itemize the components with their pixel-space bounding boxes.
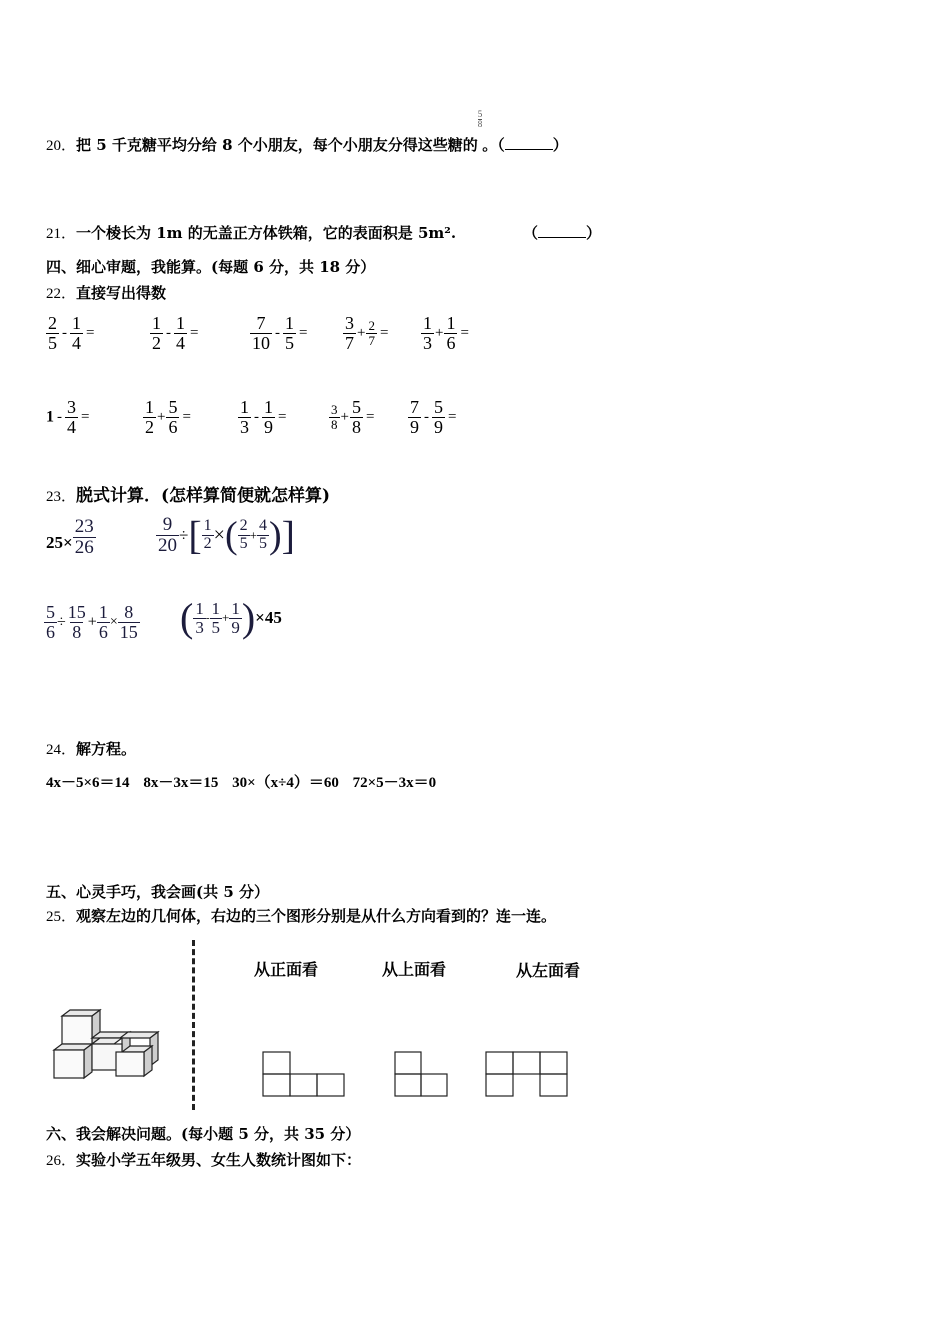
question-21 — [46, 222, 456, 243]
oral-calc-6 — [46, 398, 92, 437]
operator: + — [87, 613, 97, 631]
section-4-title: 四、细心审题，我能算。(每题 6 分，共 18 分） — [46, 258, 376, 276]
denominator: 3 — [195, 617, 204, 637]
denominator: 2 — [152, 332, 161, 353]
oral-calc-10 — [408, 398, 459, 437]
fraction — [66, 603, 88, 642]
denominator: 3 — [240, 416, 249, 437]
oral-calc-4 — [343, 314, 391, 353]
fraction — [143, 398, 156, 437]
equals: = — [299, 324, 308, 341]
operator: × — [213, 523, 225, 546]
numerator: 5 — [168, 397, 178, 417]
question-text: 观察左边的几何体，右边的三个图形分别是从什么方向看到的？连一连。 — [76, 907, 557, 925]
operator: ÷ — [57, 613, 66, 631]
denominator: 2 — [145, 416, 154, 437]
bracket-close: ] — [281, 512, 295, 558]
numerator: 1 — [152, 313, 161, 333]
equals: = — [448, 408, 457, 425]
operator: + — [357, 324, 366, 341]
denominator: 5 — [48, 332, 57, 353]
paren-close: ) — [268, 514, 282, 557]
view-shape-2 — [394, 1051, 450, 1097]
fraction — [118, 603, 140, 642]
numerator: 2 — [368, 318, 375, 334]
view-label-top: 从上面看 — [382, 960, 447, 979]
numerator: 1 — [176, 313, 185, 333]
question-number: 20． — [46, 138, 77, 154]
denominator: 5 — [258, 534, 267, 552]
equals: = — [460, 324, 469, 341]
denominator: 4 — [176, 332, 185, 353]
view-shape-1 — [262, 1051, 346, 1097]
fraction — [350, 398, 363, 437]
step-calc-1 — [46, 517, 96, 558]
paren-open: ( — [224, 514, 238, 557]
equations-row — [46, 771, 436, 792]
denominator: 5 — [285, 332, 294, 353]
step-calc-2 — [156, 512, 295, 558]
numerator: 2 — [239, 517, 248, 535]
fraction — [250, 314, 272, 353]
denominator: 26 — [74, 536, 94, 558]
question-number: 26． — [46, 1153, 77, 1169]
oral-calc-7 — [143, 398, 194, 437]
operator: + — [157, 408, 166, 425]
denominator: 5 — [211, 617, 220, 637]
denominator: 5 — [239, 534, 248, 552]
fraction — [432, 398, 445, 437]
bracket-open: [ — [188, 512, 202, 558]
step-calc-4 — [180, 595, 282, 640]
oral-calc-5 — [421, 314, 472, 353]
question-number: 24． — [46, 742, 77, 758]
numerator: 1 — [211, 598, 220, 618]
fraction — [329, 403, 340, 431]
fraction — [193, 600, 206, 637]
numerator: 3 — [67, 397, 76, 417]
numerator: 9 — [162, 514, 173, 535]
equals: = — [379, 324, 389, 341]
denominator: 4 — [67, 416, 76, 437]
operator: - — [57, 408, 62, 425]
numerator: 1 — [72, 313, 81, 333]
numerator: 3 — [345, 313, 354, 333]
denominator: 8 — [351, 416, 361, 437]
fraction — [73, 517, 96, 558]
fraction — [343, 314, 356, 353]
fraction — [70, 314, 83, 353]
denominator: 8 — [72, 621, 82, 642]
numerator: 1 — [285, 313, 294, 333]
view-shape-3 — [485, 1051, 569, 1097]
denominator: 9 — [410, 416, 419, 437]
paren-close: ） — [586, 224, 602, 242]
question-22 — [46, 282, 166, 303]
question-text-tail: 。（ — [482, 136, 505, 154]
section-6-title: 六、我会解决问题。(每小题 5 分，共 35 分） — [46, 1125, 361, 1143]
answer-bracket — [523, 222, 601, 243]
equals: = — [365, 408, 375, 425]
numerator: 1 — [231, 598, 240, 618]
paren-open: （ — [523, 224, 539, 242]
step-calc-3 — [44, 603, 140, 642]
numerator: 4 — [258, 517, 267, 535]
equation: 4x－5×6＝14 — [46, 775, 130, 791]
question-text: 一个棱长为 1m 的无盖正方体铁箱，它的表面积是 5m². — [76, 224, 457, 242]
denominator: 7 — [345, 332, 354, 353]
equation: 72×5－3x＝0 — [352, 775, 437, 791]
fraction — [156, 515, 179, 556]
numerator: 2 — [48, 313, 57, 333]
fraction — [65, 398, 78, 437]
operator: × — [109, 614, 118, 630]
fraction — [174, 314, 187, 353]
numerator: 3 — [331, 402, 338, 418]
oral-calc-2 — [150, 314, 201, 353]
section-5-title: 五、心灵手巧，我会画(共 5 分） — [46, 883, 269, 901]
cube-solid-figure — [48, 1008, 168, 1080]
numerator: 5 — [351, 397, 361, 417]
denominator: 9 — [231, 617, 240, 637]
fraction — [44, 603, 57, 642]
fraction — [46, 314, 59, 353]
denominator: 4 — [72, 332, 81, 353]
fraction — [283, 314, 296, 353]
denominator: 7 — [368, 332, 375, 348]
numerator: 1 — [264, 397, 273, 417]
operator: ÷ — [179, 525, 189, 545]
question-number: 22． — [46, 286, 77, 302]
question-26 — [46, 1149, 361, 1170]
equals: = — [182, 408, 191, 425]
question-text: 直接写出得数 — [76, 284, 167, 302]
operator: - — [275, 324, 280, 341]
equals: = — [190, 324, 199, 341]
equation: 8x－3x＝15 — [143, 775, 219, 791]
paren-open: ( — [180, 595, 194, 640]
operator: - — [254, 408, 259, 425]
fraction — [210, 600, 223, 637]
numerator: 1 — [145, 397, 154, 417]
denominator: 2 — [203, 534, 212, 552]
paren-close: ) — [241, 595, 256, 640]
multiplier: 25× — [46, 533, 73, 553]
denominator: 10 — [252, 332, 270, 353]
equals: = — [81, 408, 90, 425]
denominator: 6 — [446, 332, 456, 353]
fraction — [257, 518, 269, 553]
question-text: 实验小学五年级男、女生人数统计图如下： — [76, 1151, 362, 1169]
operator: + — [435, 324, 444, 341]
fraction — [166, 398, 179, 437]
oral-calc-3 — [250, 314, 310, 353]
numerator: 5 — [434, 397, 443, 417]
numerator: 1 — [98, 602, 108, 622]
numerator: 23 — [74, 516, 94, 537]
operator: - — [62, 324, 67, 341]
numerator: 1 — [446, 313, 456, 333]
fraction — [262, 398, 275, 437]
oral-calc-1 — [46, 314, 97, 353]
denominator: 15 — [119, 621, 138, 642]
paren-close: ） — [552, 136, 568, 154]
question-text: 把 5 千克糖平均分给 8 个小朋友，每个小朋友分得这些糖的 — [76, 136, 478, 154]
fraction — [444, 314, 457, 353]
fraction — [229, 600, 242, 637]
operator: + — [222, 610, 230, 625]
question-number: 21． — [46, 226, 77, 242]
whole-number: 1 — [46, 408, 54, 426]
operator: - — [166, 324, 171, 341]
numerator: 7 — [256, 313, 266, 333]
fraction — [202, 518, 214, 553]
question-25 — [46, 905, 556, 926]
numerator: 7 — [410, 397, 419, 417]
numerator: 8 — [124, 602, 134, 622]
denominator: 3 — [423, 332, 432, 353]
question-number: 23． — [46, 489, 77, 505]
numerator: 1 — [240, 397, 249, 417]
numerator: 1 — [203, 517, 212, 535]
question-number: 25． — [46, 909, 77, 925]
fraction — [408, 398, 421, 437]
operator: + — [249, 527, 257, 543]
fraction — [366, 319, 377, 347]
view-label-left: 从左面看 — [516, 961, 581, 980]
fraction — [97, 603, 110, 642]
numerator: 5 — [46, 602, 55, 622]
denominator: 20 — [158, 534, 177, 556]
question-text: 脱式计算．(怎样算简便就怎样算) — [76, 486, 331, 506]
multiplier: ×45 — [255, 608, 282, 627]
denominator: 9 — [264, 416, 273, 437]
answer-blank[interactable] — [538, 225, 586, 238]
question-23 — [46, 481, 330, 506]
operator: - — [424, 408, 429, 425]
denominator: 8 — [477, 119, 483, 129]
question-24 — [46, 738, 136, 759]
denominator: 6 — [46, 621, 55, 642]
question-20 — [46, 109, 568, 155]
answer-blank[interactable] — [505, 137, 553, 150]
oral-calc-9 — [329, 398, 377, 437]
equals: = — [278, 408, 287, 425]
denominator: 9 — [434, 416, 443, 437]
equals: = — [86, 324, 95, 341]
fraction — [150, 314, 163, 353]
question-text: 解方程。 — [76, 740, 137, 758]
denominator: 8 — [331, 416, 338, 432]
operator: - — [205, 612, 210, 624]
fraction — [238, 518, 250, 553]
view-label-front: 从正面看 — [254, 960, 319, 979]
fraction — [238, 398, 251, 437]
denominator: 6 — [168, 416, 178, 437]
numerator: 1 — [195, 598, 204, 618]
equation: 30×（x÷4）＝60 — [232, 775, 339, 791]
operator: + — [340, 408, 349, 425]
numerator: 1 — [423, 313, 432, 333]
numerator: 15 — [67, 602, 86, 622]
denominator: 6 — [98, 621, 108, 642]
numerator: 5 — [477, 109, 483, 119]
oral-calc-8 — [238, 398, 289, 437]
fraction — [478, 110, 483, 129]
dashed-divider — [192, 940, 195, 1110]
fraction — [421, 314, 434, 353]
